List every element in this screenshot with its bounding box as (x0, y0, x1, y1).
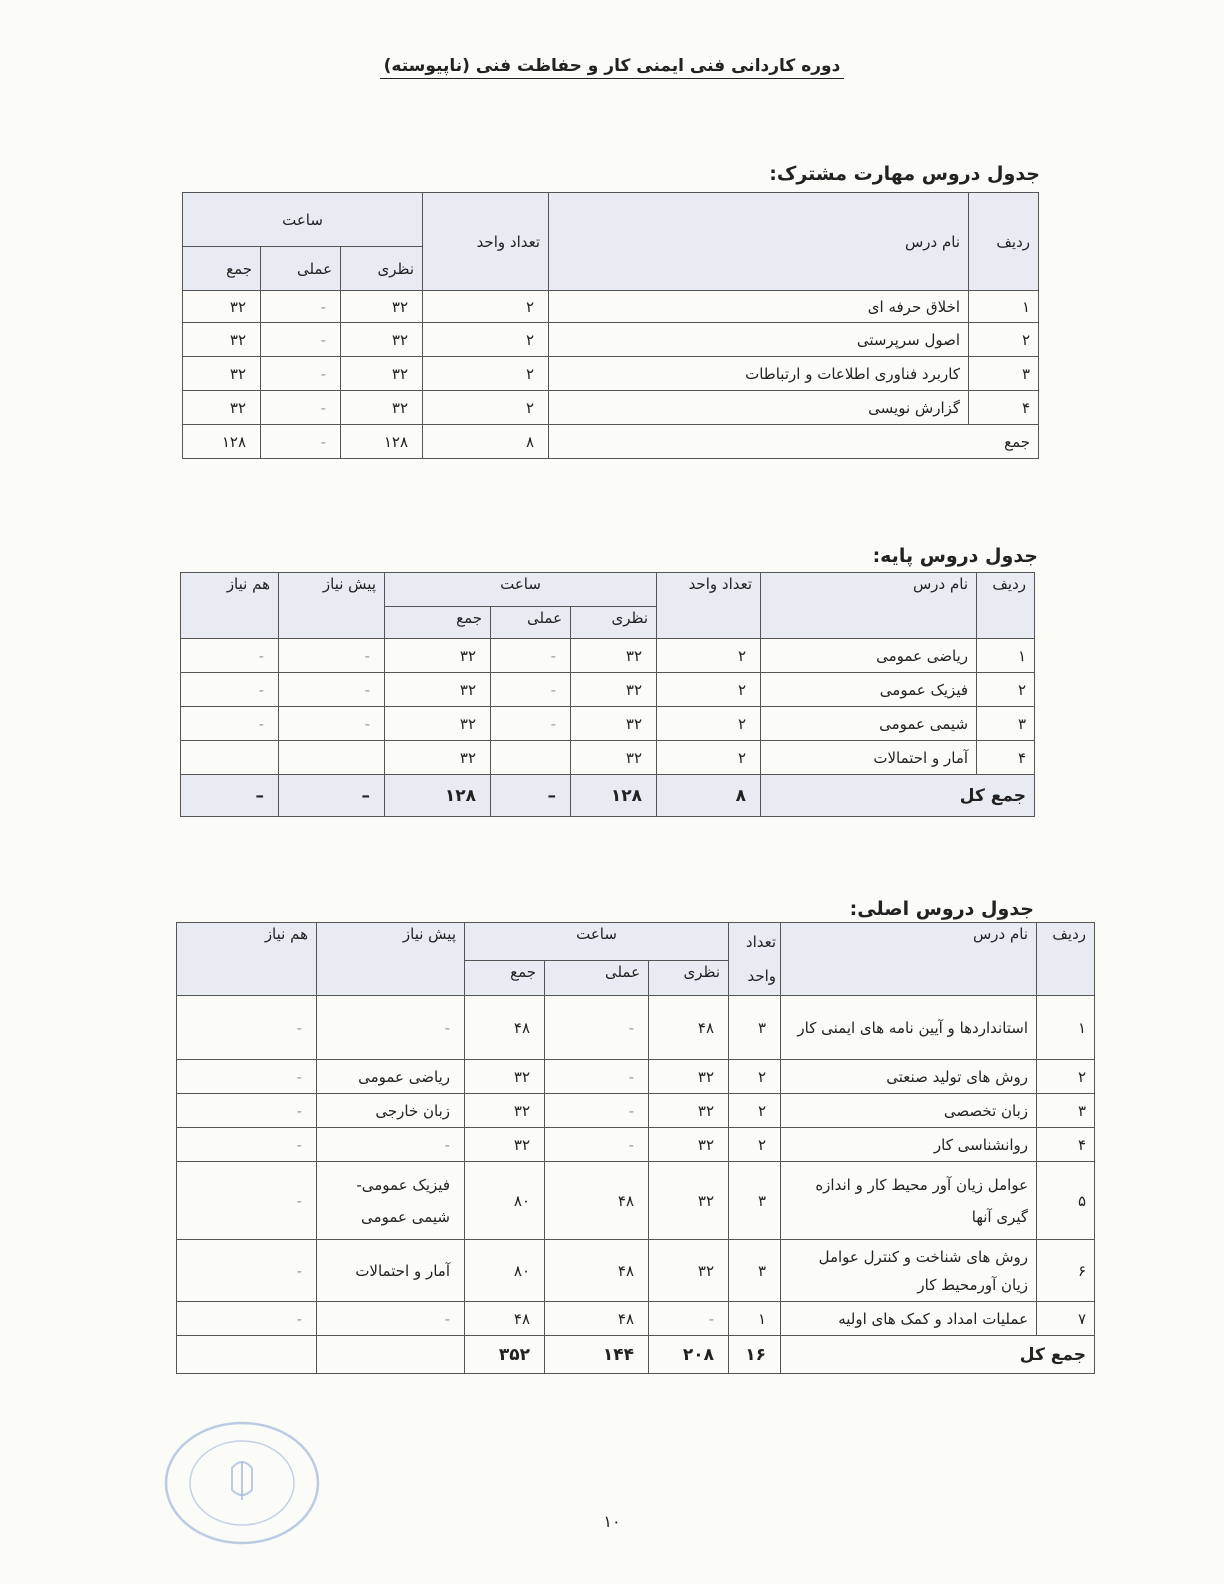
table-row: ۱ استانداردها و آیین نامه های ایمنی کار ۳ ۴۸ - ۴۸ - - (177, 996, 1095, 1060)
header-practical: عملی (491, 607, 571, 639)
table-basic-courses (180, 572, 1035, 817)
table-row: ۶ روش های شناخت و کنترل عوامل زیان آورمحیط کار ۳ ۳۲ ۴۸ ۸۰ آمار و احتمالات - (177, 1240, 1095, 1302)
header-practical: عملی (545, 960, 649, 995)
table-row: ۲ فیزیک عمومی ۲ ۳۲ - ۳۲ - - (181, 673, 1035, 707)
table-row: ۴ گزارش نویسی ۲ ۳۲ - ۳۲ (183, 391, 1039, 425)
header-total: جمع (183, 247, 261, 291)
header-radif: ردیف (977, 573, 1035, 639)
header-course-name: نام درس (549, 193, 969, 291)
table-row: ۴ آمار و احتمالات ۲ ۳۲ ۳۲ (181, 741, 1035, 775)
header-hours: ساعت (385, 573, 657, 607)
header-prereq: پیش نیاز (317, 923, 465, 996)
header-coreq: هم نیاز (177, 923, 317, 996)
header-radif: ردیف (969, 193, 1039, 291)
header-theory: نظری (649, 960, 729, 995)
table-row: ۳ زبان تخصصی ۲ ۳۲ - ۳۲ زبان خارجی - (177, 1094, 1095, 1128)
header-theory: نظری (341, 247, 423, 291)
header-units: تعداد واحد (729, 923, 781, 996)
header-prereq: پیش نیاز (279, 573, 385, 639)
section-title-main-courses: جدول دروس اصلی: (849, 898, 1034, 920)
table-row: ۴ روانشناسی کار ۲ ۳۲ - ۳۲ - - (177, 1128, 1095, 1162)
header-hours: ساعت (465, 923, 729, 961)
table-total-row: جمع کل ۱۶ ۲۰۸ ۱۴۴ ۳۵۲ (177, 1336, 1095, 1374)
header-total: جمع (385, 607, 491, 639)
header-coreq: هم نیاز (181, 573, 279, 639)
table-row: ۲ اصول سرپرستی ۲ ۳۲ - ۳۲ (183, 323, 1039, 357)
table-total-row: جمع ۸ ۱۲۸ - ۱۲۸ (183, 425, 1039, 459)
header-theory: نظری (571, 607, 657, 639)
section-title-common-skills: جدول دروس مهارت مشترک: (769, 163, 1040, 185)
header-hours: ساعت (183, 193, 423, 247)
header-practical: عملی (261, 247, 341, 291)
header-total: جمع (465, 960, 545, 995)
header-radif: ردیف (1037, 923, 1095, 996)
table-row: ۳ کاربرد فناوری اطلاعات و ارتباطات ۲ ۳۲ - ۳۲ (183, 357, 1039, 391)
header-course-name: نام درس (781, 923, 1037, 996)
header-units: تعداد واحد (657, 573, 761, 639)
header-course-name: نام درس (761, 573, 977, 639)
table-row: ۱ ریاضی عمومی ۲ ۳۲ - ۳۲ - - (181, 639, 1035, 673)
section-title-basic-courses: جدول دروس پایه: (872, 545, 1038, 567)
table-row: ۳ شیمی عمومی ۲ ۳۲ - ۳۲ - - (181, 707, 1035, 741)
header-units: تعداد واحد (423, 193, 549, 291)
table-total-row: جمع کل ۸ ۱۲۸ – ۱۲۸ – – (181, 775, 1035, 817)
table-common-skills (182, 192, 1039, 459)
table-row: ۷ عملیات امداد و کمک های اولیه ۱ - ۴۸ ۴۸ - - (177, 1302, 1095, 1336)
table-main-courses (176, 922, 1095, 1374)
table-row: ۱ اخلاق حرفه ای ۲ ۳۲ - ۳۲ (183, 291, 1039, 323)
page-number: ۱۰ (603, 1512, 621, 1531)
table-row: ۵ عوامل زیان آور محیط کار و اندازه گیری آنها ۳ ۳۲ ۴۸ ۸۰ فیزیک عمومی- شیمی عمومی - (177, 1162, 1095, 1240)
table-row: ۲ روش های تولید صنعتی ۲ ۳۲ - ۳۲ ریاضی عمومی - (177, 1060, 1095, 1094)
document-title: دوره کاردانی فنی ایمنی کار و حفاظت فنی (ناپیوسته) (0, 56, 1224, 76)
